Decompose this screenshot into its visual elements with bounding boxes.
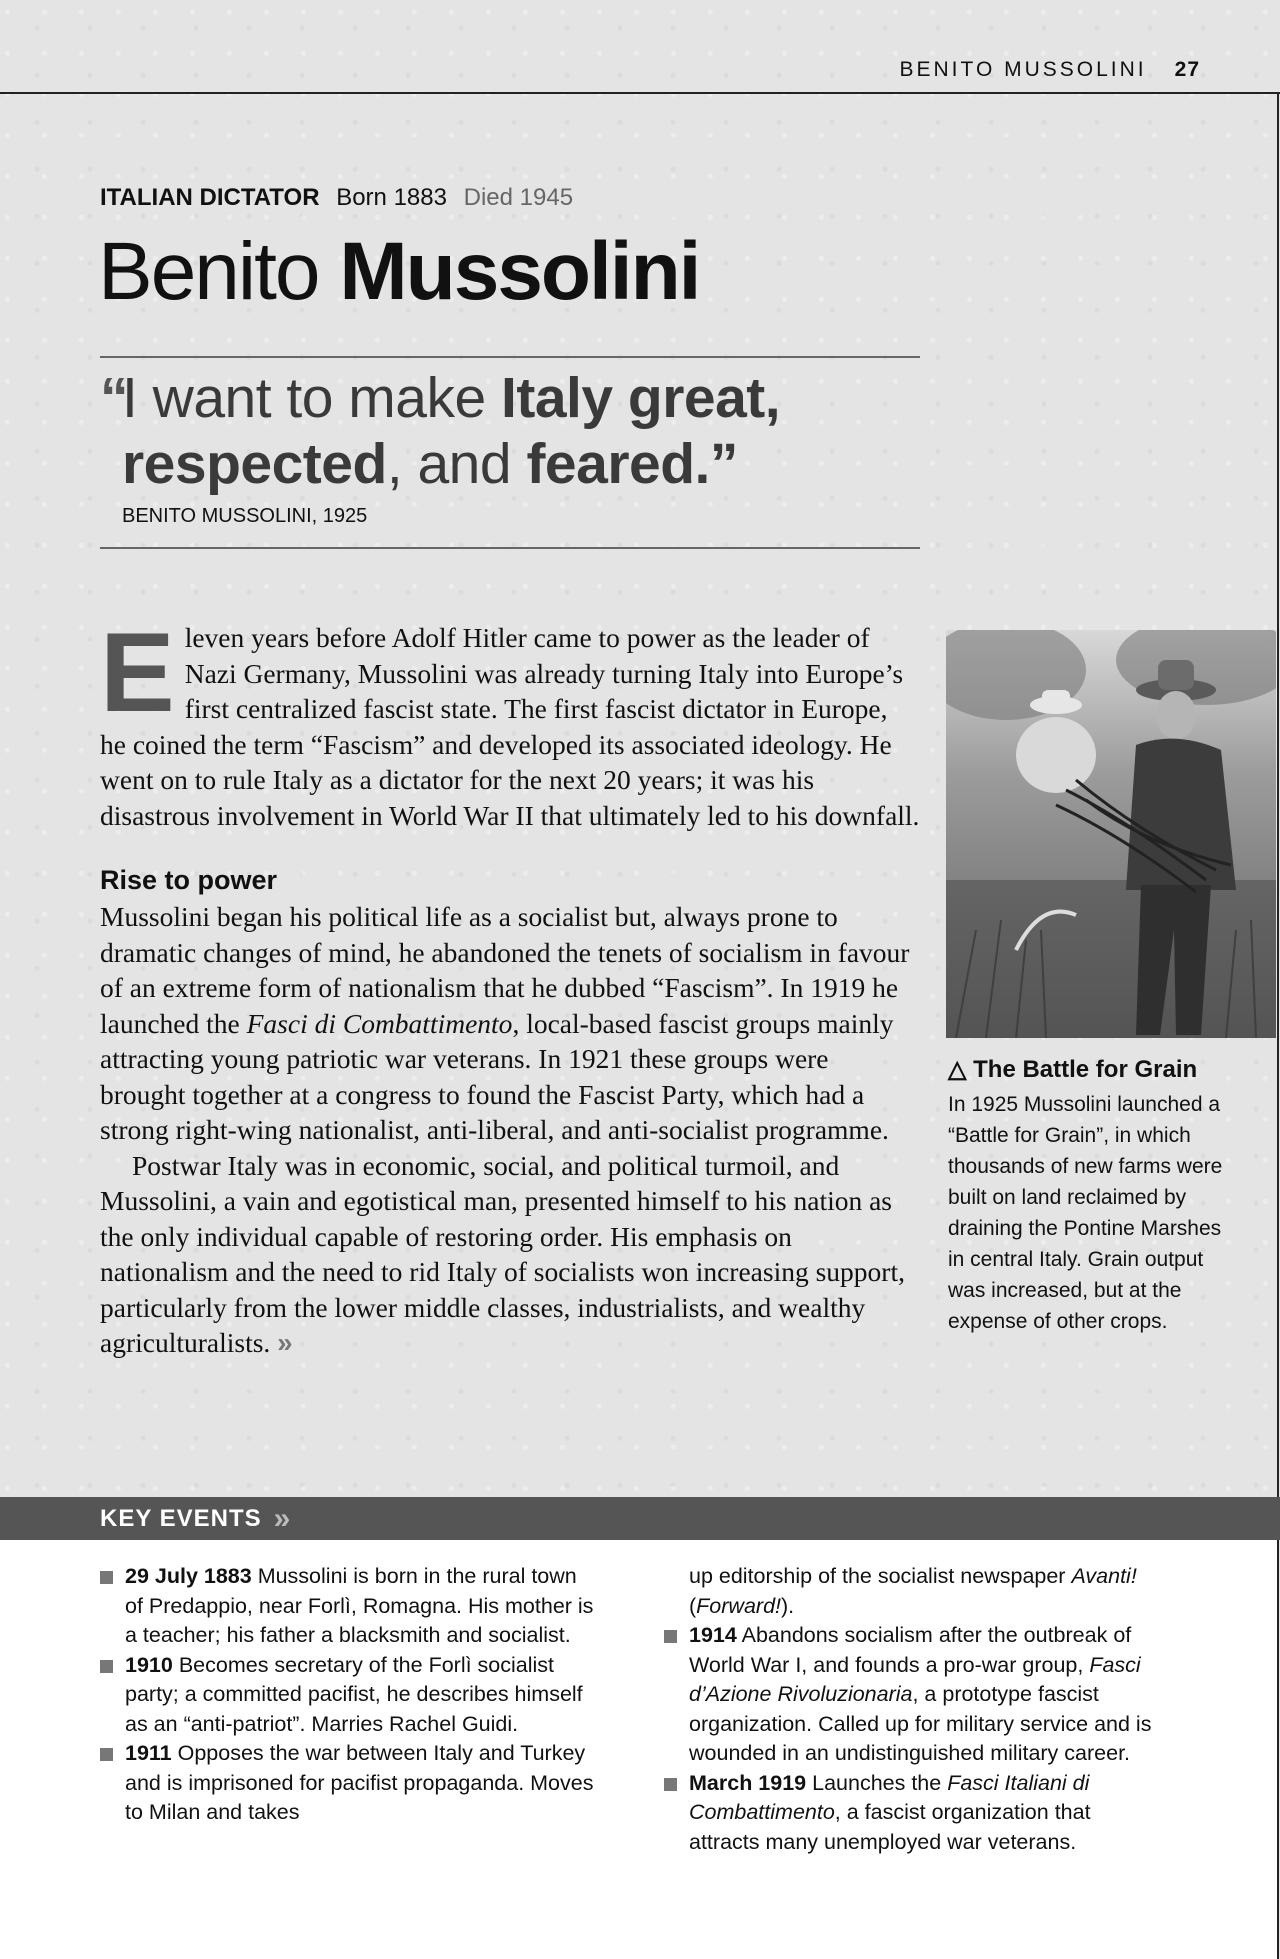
event-text: ). bbox=[781, 1593, 795, 1618]
caption-text: In 1925 Mussolini launched a “Battle for Grain”, in which thousands of new farms were built on land reclaimed by draining the Pontine Marshes in central Italy. Grain output was increased, but at the expense of other crops. bbox=[948, 1093, 1223, 1333]
kicker bbox=[100, 184, 573, 212]
photo-battle-for-grain bbox=[946, 630, 1276, 1038]
event-item bbox=[664, 1621, 1164, 1769]
event-text: up editorship of the socialist newspaper bbox=[689, 1564, 1072, 1588]
event-item bbox=[100, 1562, 600, 1651]
body-italic: Fasci di Combattimento bbox=[246, 1007, 513, 1039]
event-italic: Avanti! bbox=[1071, 1564, 1137, 1588]
event-text: Becomes secretary of the Forlì socialist party; a committed pacifist, he describes himself as an “anti-patriot”. Marries Rachel Guidi. bbox=[125, 1652, 583, 1736]
intro-text: leven years before Adolf Hitler came to power as the leader of Nazi Germany, Mussolini was already turning Italy into Europe’s first centralized fascist state. The first fascist dictator in Europe, he coined the term “Fascism” and developed its associated ideology. He went on to rule Italy as a dictator for the next 20 years; it was his disastrous involvement in World War II that ultimately led to his downfall. bbox=[100, 622, 920, 831]
running-head-title: BENITO MUSSOLINI bbox=[899, 58, 1147, 81]
event-text: ( bbox=[689, 1593, 697, 1618]
open-quote-mark: “ bbox=[100, 366, 128, 430]
running-head bbox=[899, 58, 1200, 82]
event-text: Abandons socialism after the outbreak of World War I, and founds a pro-war group, bbox=[689, 1623, 1132, 1677]
quote-top-rule bbox=[100, 356, 920, 358]
event-date: 1910 bbox=[125, 1652, 173, 1677]
title-first-name: Benito bbox=[98, 226, 319, 317]
event-text: Launches the bbox=[806, 1770, 948, 1795]
close-quote-mark: ” bbox=[709, 432, 738, 496]
quote-bold-2: respected bbox=[122, 432, 387, 496]
body-paragraph-2 bbox=[100, 1148, 920, 1361]
event-item bbox=[100, 1651, 600, 1740]
event-text: Mussolini is born in the rural town of Predappio, near Forlì, Romagna. His mother is a teacher; his father a blacksmith and socialist. bbox=[125, 1564, 594, 1647]
event-date: 29 July 1883 bbox=[125, 1564, 252, 1588]
key-events-column-2 bbox=[664, 1562, 1164, 1857]
key-events-label: KEY EVENTS bbox=[100, 1504, 262, 1532]
page-edge-rule bbox=[1277, 92, 1279, 1959]
event-date: 1914 bbox=[689, 1623, 737, 1647]
quote-bottom-rule bbox=[100, 547, 920, 549]
header-rule bbox=[0, 92, 1280, 94]
event-text: , a fascist organization that attracts many unemployed war veterans. bbox=[689, 1800, 1091, 1854]
quote-bold-1: Italy great, bbox=[501, 366, 781, 430]
key-events-band bbox=[0, 1497, 1280, 1540]
event-date: 1911 bbox=[125, 1741, 172, 1765]
pull-quote bbox=[100, 365, 920, 497]
event-italic: Fasci d’Azione Rivoluzionaria bbox=[689, 1652, 1141, 1706]
drop-cap: E bbox=[100, 610, 175, 735]
continue-arrows-icon: » bbox=[277, 1327, 293, 1358]
body-text: Postwar Italy was in economic, social, and political turmoil, and Mussolini, a vain and egotistical man, presented himself to his nation as the only individual capable of restoring order. His emphasis on nationalism and the need to rid Italy of socialists won increasing support, particularly from the lower middle classes, industrialists, and wealthy agriculturalists. bbox=[100, 1149, 905, 1358]
body-text: , local-based fascist groups mainly attracting young patriotic war veterans. In 1921 these groups were brought together at a congress to found the Fascist Party, which had a strong right-wing nationalist, anti-liberal, and anti-socialist programme. bbox=[100, 1007, 894, 1145]
event-item bbox=[664, 1769, 1164, 1858]
event-date: March 1919 bbox=[689, 1770, 807, 1795]
body-paragraph-1 bbox=[100, 899, 920, 1148]
article-body bbox=[100, 610, 920, 1361]
section-heading: Rise to power bbox=[100, 865, 278, 895]
born-label: Born 1883 bbox=[336, 184, 447, 211]
quote-bold-3: feared. bbox=[526, 432, 710, 496]
photo-illustration bbox=[946, 630, 1276, 1038]
page-number: 27 bbox=[1174, 58, 1200, 81]
page-title bbox=[98, 225, 699, 319]
intro-paragraph bbox=[100, 610, 920, 833]
chevrons-icon: » bbox=[273, 1501, 291, 1535]
event-text: , a prototype fascist organization. Called up for military service and is wounded in an undistinguished military career. bbox=[689, 1682, 1152, 1765]
event-item bbox=[100, 1739, 600, 1828]
event-italic: Fasci Italiani di Combattimento bbox=[689, 1770, 1090, 1824]
caption-title: △ The Battle for Grain bbox=[948, 1056, 1198, 1083]
quote-attribution: BENITO MUSSOLINI, 1925 bbox=[122, 505, 368, 527]
category-label: ITALIAN DICTATOR bbox=[100, 184, 320, 211]
photo-caption bbox=[948, 1054, 1228, 1337]
event-continuation bbox=[664, 1562, 1164, 1621]
quote-part-1: I want to make bbox=[122, 366, 502, 430]
title-last-name: Mussolini bbox=[339, 226, 700, 317]
quote-part-2: , and bbox=[386, 432, 527, 496]
event-italic: Forward! bbox=[696, 1593, 781, 1618]
key-events-column-1 bbox=[100, 1562, 600, 1828]
died-label: Died 1945 bbox=[463, 184, 574, 211]
event-text: Opposes the war between Italy and Turkey and is imprisoned for pacifist propaganda. Moves to Milan and takes bbox=[125, 1741, 594, 1824]
body-text: Mussolini began his political life as a socialist but, always prone to dramatic changes of mind, he abandoned the tenets of socialism in favour of an extreme form of nationalism that he dubbed “Fascism”. In 1919 he launched the bbox=[100, 901, 910, 1039]
